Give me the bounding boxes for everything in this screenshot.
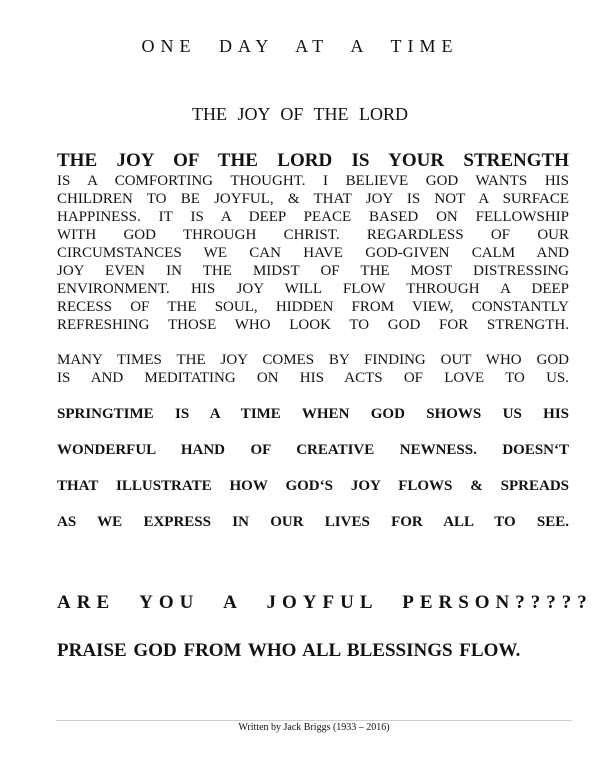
paragraph-heading: THE JOY OF THE LORD IS YOUR STRENGTH [57, 150, 569, 171]
joyful-question: ARE YOU A JOYFUL PERSON????? [57, 592, 593, 613]
paragraph-line: AS WE EXPRESS IN OUR LIVES FOR ALL TO SEE. [57, 514, 569, 530]
praise-line: PRAISE GOD FROM WHO ALL BLESSINGS FLOW. [57, 640, 521, 661]
paragraph-line: WONDERFUL HAND OF CREATIVE NEWNESS. DOESN‘T [57, 442, 569, 458]
paragraph-line: IS A COMFORTING THOUGHT. I BELIEVE GOD WANTS HIS [57, 173, 569, 189]
paragraph-line: IS AND MEDITATING ON HIS ACTS OF LOVE TO US. [57, 370, 569, 386]
paragraph-line: CIRCUMSTANCES WE CAN HAVE GOD-GIVEN CALM AND [57, 245, 569, 261]
paragraph-meditating [57, 351, 569, 387]
paragraph-line: HAPPINESS. IT IS A DEEP PEACE BASED ON FELLOWSHIP [57, 209, 569, 225]
document-title: ONE DAY AT A TIME [141, 36, 459, 56]
paragraph-line: WITH GOD THROUGH CHRIST. REGARDLESS OF OUR [57, 227, 569, 243]
paragraph-line: JOY EVEN IN THE MIDST OF THE MOST DISTRESSING [57, 263, 569, 279]
paragraph-line: ENVIRONMENT. HIS JOY WILL FLOW THROUGH A DEEP [57, 281, 569, 297]
paragraph-joy-strength [57, 150, 569, 334]
paragraph-line: CHILDREN TO BE JOYFUL, & THAT JOY IS NOT A SURFACE [57, 191, 569, 207]
paragraph-line: MANY TIMES THE JOY COMES BY FINDING OUT WHO GOD [57, 352, 569, 368]
paragraph-line: SPRINGTIME IS A TIME WHEN GOD SHOWS US HIS [57, 406, 569, 422]
footer-divider [56, 720, 572, 721]
closing-block [57, 592, 593, 688]
paragraph-line: THAT ILLUSTRATE HOW GOD‘S JOY FLOWS & SPREADS [57, 478, 569, 494]
paragraph-line: REFRESHING THOSE WHO LOOK TO GOD FOR STRENGTH. [57, 317, 569, 333]
paragraph-springtime [57, 405, 569, 549]
footer-author: Written by Jack Briggs (1933 – 2016) [238, 722, 390, 733]
paragraph-line: RECESS OF THE SOUL, HIDDEN FROM VIEW, CONSTANTLY [57, 299, 569, 315]
document-subtitle: THE JOY OF THE LORD [192, 104, 408, 124]
